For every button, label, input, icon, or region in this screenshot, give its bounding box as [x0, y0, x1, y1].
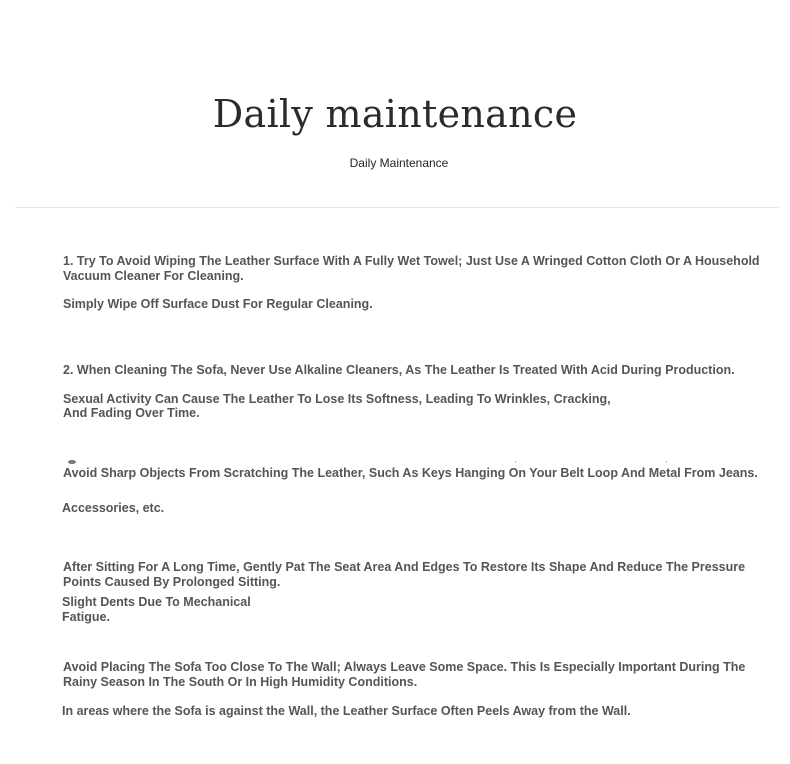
section-4-detail-line-2: Fatigue. — [62, 610, 110, 624]
tick-mark — [666, 461, 667, 463]
header-divider — [15, 207, 779, 208]
tick-mark — [515, 461, 516, 463]
section-2-detail-line-2: And Fading Over Time. — [63, 406, 200, 420]
section-4-heading: After Sitting For A Long Time, Gently Pat The Seat Area And Edges To Restore Its Shape And Reduce The Pressure Points Caused By Prolonged Sitting. — [63, 560, 746, 589]
bullet-dot-icon — [68, 460, 76, 464]
page-subtitle: Daily Maintenance — [349, 156, 449, 170]
section-5-detail: In areas where the Sofa is against the Wall, the Leather Surface Often Peels Away from the Wall. — [62, 704, 631, 718]
section-3-heading: Avoid Sharp Objects From Scratching The Leather, Such As Keys Hanging On Your Belt Loop And Metal From Jeans. — [63, 466, 758, 480]
page-title: Daily maintenance — [212, 92, 578, 136]
section-3-detail: Accessories, etc. — [62, 501, 165, 515]
section-2-detail-line-1: Sexual Activity Can Cause The Leather To Lose Its Softness, Leading To Wrinkles, Cracking, — [63, 392, 611, 406]
section-4-detail-line-1: Slight Dents Due To Mechanical — [62, 595, 251, 609]
section-5-heading: Avoid Placing The Sofa Too Close To The Wall; Always Leave Some Space. This Is Especially Important During The Rainy Season In The South Or In High Humidity Conditions. — [63, 660, 746, 689]
section-2-heading: 2. When Cleaning The Sofa, Never Use Alkaline Cleaners, As The Leather Is Treated With Acid During Production. — [63, 363, 735, 377]
section-1-detail: Simply Wipe Off Surface Dust For Regular Cleaning. — [63, 297, 373, 311]
section-1-heading: 1. Try To Avoid Wiping The Leather Surface With A Fully Wet Towel; Just Use A Wringed Cotton Cloth Or A Household Vacuum Cleaner For Cleaning. — [63, 254, 760, 283]
